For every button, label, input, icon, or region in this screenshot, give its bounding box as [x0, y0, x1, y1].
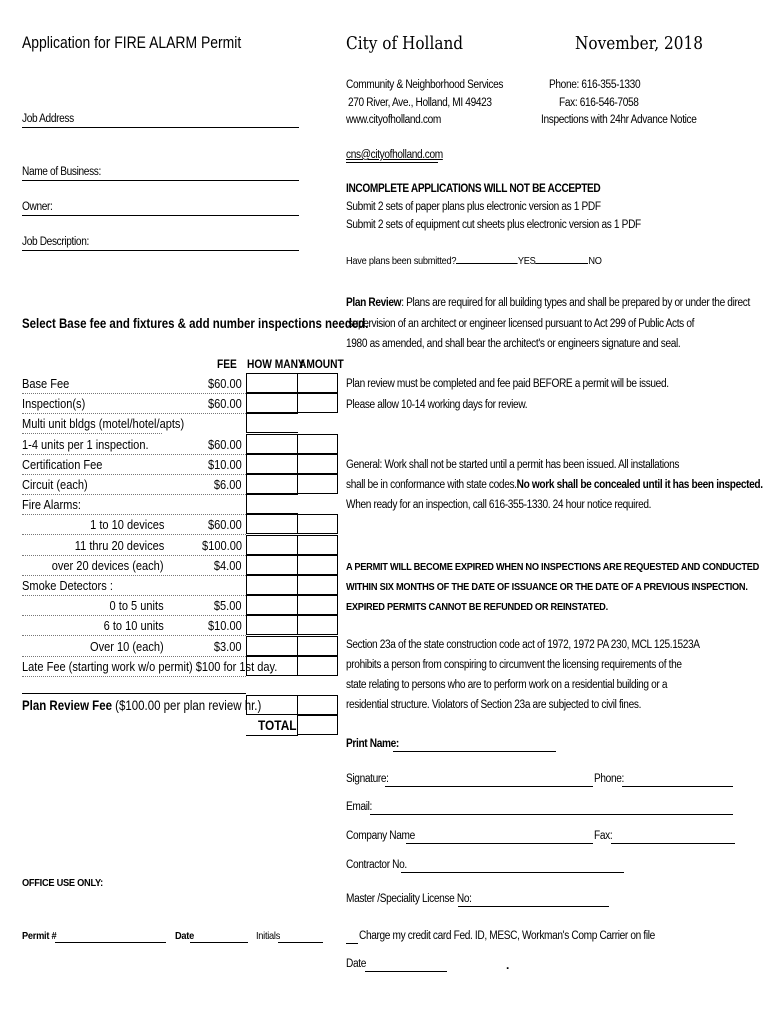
job-description-label: Job Description: [22, 236, 89, 248]
office-date-field[interactable] [190, 942, 248, 943]
howmany-cell[interactable] [246, 575, 298, 595]
department: Community & Neighborhood Services [346, 79, 504, 91]
howmany-cell[interactable] [246, 636, 298, 656]
form-date: November, 2018 [575, 33, 703, 54]
amount-cell[interactable] [297, 454, 338, 474]
howmany-cell[interactable] [246, 514, 298, 534]
license-field[interactable] [458, 906, 609, 907]
fee-item-amount: $60.00 [208, 437, 242, 452]
email-link[interactable]: cns@cityofholland.com [346, 149, 443, 161]
howmany-cell[interactable] [246, 434, 298, 454]
owner-label: Owner: [22, 201, 53, 213]
plans-submitted-question: Have plans been submitted? YES NO [346, 255, 602, 267]
plan-review-text: Plan Review: Plans are required for all building types and shall be prepared by or under the direct [346, 297, 750, 309]
fee-table-row [22, 657, 278, 677]
amount-cell[interactable] [297, 575, 338, 595]
plan-review-fee-note: Plan review must be completed and fee paid BEFORE a permit will be issued. [346, 378, 669, 390]
plans-yes-field[interactable] [456, 263, 518, 264]
submit-cutsheets-note: Submit 2 sets of equipment cut sheets plus electronic version as 1 PDF [346, 219, 641, 231]
website-link[interactable]: www.cityofholland.com [346, 114, 441, 126]
email-field[interactable] [370, 814, 733, 815]
general-text-2: shall be in conformance with state codes.No work shall be concealed until it has been inspected. [346, 479, 763, 491]
credit-card-checkbox-line[interactable] [346, 943, 358, 944]
fee-table-row [22, 374, 242, 394]
expiry-text-1: A PERMIT WILL BECOME EXPIRED WHEN NO INSPECTIONS ARE REQUESTED AND CONDUCTED [346, 561, 760, 573]
expiry-text-3: EXPIRED PERMITS CANNOT BE REFUNDED OR REINSTATED. [346, 601, 608, 613]
office-use-label: OFFICE USE ONLY: [22, 877, 104, 889]
howmany-column-header: HOW MANY [247, 357, 305, 371]
inspection-notice: Inspections with 24hr Advance Notice [541, 114, 697, 126]
fee-table-row [22, 536, 242, 556]
section23-text-4: residential structure. Violators of Section 23a are subjected to civil fines. [346, 699, 642, 711]
total-label: TOTAL [258, 717, 297, 733]
business-name-field[interactable] [22, 180, 299, 181]
contractor-no-field[interactable] [401, 872, 624, 873]
fee-table-row [22, 637, 242, 657]
fee-item-label: Over 10 (each) [90, 639, 164, 654]
plan-review-fee-label: Plan Review Fee ($100.00 per plan review hr.) [22, 697, 262, 713]
amount-cell[interactable] [297, 434, 338, 454]
initials-field[interactable] [278, 942, 323, 943]
fee-table-row [22, 435, 242, 455]
initials-label: Initials [256, 930, 281, 942]
amount-cell[interactable] [297, 535, 338, 555]
fee-table-row [22, 556, 242, 576]
howmany-cell[interactable] [246, 373, 298, 393]
total-underline [246, 735, 298, 736]
section23-text-1: Section 23a of the state construction code act of 1972, 1972 PA 230, MCL 125.1523A [346, 639, 700, 651]
company-name-field[interactable] [406, 843, 593, 844]
city-name: City of Holland [346, 33, 464, 54]
fee-table-row [22, 576, 242, 596]
fee-item-label: Multi unit bldgs (motel/hotel/apts) [22, 416, 185, 431]
row-separator [22, 433, 162, 434]
amount-cell[interactable] [297, 474, 338, 494]
howmany-cell[interactable] [246, 413, 298, 433]
fee-item-label: 0 to 5 units [109, 598, 164, 613]
plan-review-text-3: 1980 as amended, and shall bear the architect's or engineers signature and seal. [346, 338, 681, 350]
plans-no-field[interactable] [536, 263, 589, 264]
fee-table-divider [22, 693, 246, 694]
howmany-cell[interactable] [246, 555, 298, 575]
form-title: Application for FIRE ALARM Permit [22, 33, 242, 52]
job-address-label: Job Address [22, 113, 74, 125]
howmany-cell[interactable] [246, 656, 298, 676]
amount-cell[interactable] [297, 615, 338, 635]
total-amount-cell[interactable] [297, 715, 338, 735]
general-text-1: General: Work shall not be started until a permit has been issued. All installations [346, 459, 680, 471]
fee-item-label: 11 thru 20 devices [74, 538, 164, 553]
fee-table-row [22, 394, 242, 414]
fee-table-row [22, 495, 242, 515]
email-underline [346, 162, 438, 163]
print-name-label: Print Name: [346, 738, 399, 750]
address: 270 River, Ave., Holland, MI 49423 [348, 97, 492, 109]
howmany-cell[interactable] [246, 535, 298, 555]
fee-table-row [22, 475, 242, 495]
fee-table-row [22, 596, 242, 616]
amount-cell[interactable] [297, 636, 338, 656]
fee-item-amount: $60.00 [208, 396, 242, 411]
fee-table-row [22, 616, 242, 636]
howmany-cell[interactable] [246, 615, 298, 635]
fee-item-amount: $60.00 [208, 376, 242, 391]
fee-table-row [22, 414, 242, 434]
contractor-no-label: Contractor No. [346, 859, 407, 871]
fee-item-label: 1 to 10 devices [89, 517, 164, 532]
plan-review-text-2: supervision of an architect or engineer licensed pursuant to Act 299 of Public Acts of [348, 318, 695, 330]
amount-column-header: AMOUNT [299, 357, 344, 371]
date-label: Date [346, 958, 366, 970]
amount-cell[interactable] [297, 514, 338, 534]
fax-label: Fax: [594, 830, 613, 842]
row-separator [22, 534, 246, 535]
fee-item-amount: $60.00 [208, 517, 242, 532]
print-name-field[interactable] [393, 751, 556, 752]
amount-cell[interactable] [297, 393, 338, 413]
section23-text-2: prohibits a person from conspiring to circumvent the licensing requirements of the [346, 659, 682, 671]
howmany-cell[interactable] [246, 454, 298, 474]
phone-number: Phone: 616-355-1330 [549, 79, 641, 91]
fax-number: Fax: 616-546-7058 [559, 97, 639, 109]
review-time-note: Please allow 10-14 working days for review. [346, 399, 528, 411]
amount-cell[interactable] [297, 373, 338, 393]
row-separator [22, 635, 246, 636]
fee-item-amount: $5.00 [214, 598, 242, 613]
fee-item-amount: $10.00 [208, 457, 242, 472]
amount-cell[interactable] [297, 555, 338, 575]
row-separator [22, 676, 246, 677]
submit-plans-note: Submit 2 sets of paper plans plus electronic version as 1 PDF [346, 201, 601, 213]
plan-review-howmany-cell[interactable] [246, 695, 298, 715]
fee-item-amount: $10.00 [208, 618, 242, 633]
plan-review-amount-cell[interactable] [297, 695, 338, 715]
owner-field[interactable] [22, 215, 299, 216]
fee-item-amount: $3.00 [214, 639, 242, 654]
amount-cell[interactable] [297, 595, 338, 615]
fee-item-label: Circuit (each) [22, 477, 88, 492]
fee-item-amount: $100.00 [202, 538, 242, 553]
company-name-label: Company Name [346, 830, 415, 842]
phone-label: Phone: [594, 773, 624, 785]
email-label: Email: [346, 801, 373, 813]
signature-label: Signature: [346, 773, 389, 785]
fee-item-label: Fire Alarms: [22, 497, 81, 512]
fee-item-label: Late Fee (starting work w/o permit) $100 for 1st day. [22, 659, 278, 674]
howmany-cell[interactable] [246, 393, 298, 413]
fee-item-label: 6 to 10 units [103, 618, 164, 633]
howmany-cell[interactable] [246, 474, 298, 494]
fee-item-label: Smoke Detectors : [22, 578, 113, 593]
incomplete-notice: INCOMPLETE APPLICATIONS WILL NOT BE ACCEPTED [346, 183, 601, 195]
fee-item-label: Base Fee [22, 376, 70, 391]
howmany-cell[interactable] [246, 595, 298, 615]
fee-table-row [22, 515, 242, 535]
fee-table-heading: Select Base fee and fixtures & add number inspections needed. [22, 315, 369, 331]
permit-number-label: Permit # [22, 930, 57, 942]
date-field[interactable] [365, 971, 447, 972]
phone-field[interactable] [622, 786, 733, 787]
fee-table-row [22, 455, 242, 475]
amount-cell[interactable] [297, 656, 338, 676]
fee-item-amount: $4.00 [214, 558, 242, 573]
job-description-field[interactable] [22, 250, 299, 251]
general-text-3: When ready for an inspection, call 616-355-1330. 24 hour notice required. [346, 499, 652, 511]
license-label: Master /Speciality License No: [346, 893, 472, 905]
howmany-cell[interactable] [246, 494, 298, 514]
fee-item-label: 1-4 units per 1 inspection. [22, 437, 149, 452]
credit-card-option: Charge my credit card Fed. ID, MESC, Workman's Comp Carrier on file [359, 930, 655, 942]
business-name-label: Name of Business: [22, 166, 101, 178]
expiry-text-2: WITHIN SIX MONTHS OF THE DATE OF ISSUANCE OR THE DATE OF A PREVIOUS INSPECTION. [346, 581, 748, 593]
section23-text-3: state relating to persons who are to perform work on a residential building or a [346, 679, 668, 691]
fee-item-amount: $6.00 [214, 477, 242, 492]
fee-item-label: Certification Fee [22, 457, 103, 472]
permit-number-field[interactable] [55, 942, 166, 943]
signature-field[interactable] [385, 786, 593, 787]
fax-field[interactable] [611, 843, 735, 844]
period-mark: . [506, 958, 510, 972]
fee-item-label: over 20 devices (each) [52, 558, 164, 573]
job-address-field[interactable] [22, 127, 299, 128]
office-date-label: Date [175, 930, 194, 942]
fee-column-header: FEE [217, 357, 237, 371]
fee-item-label: Inspection(s) [22, 396, 86, 411]
